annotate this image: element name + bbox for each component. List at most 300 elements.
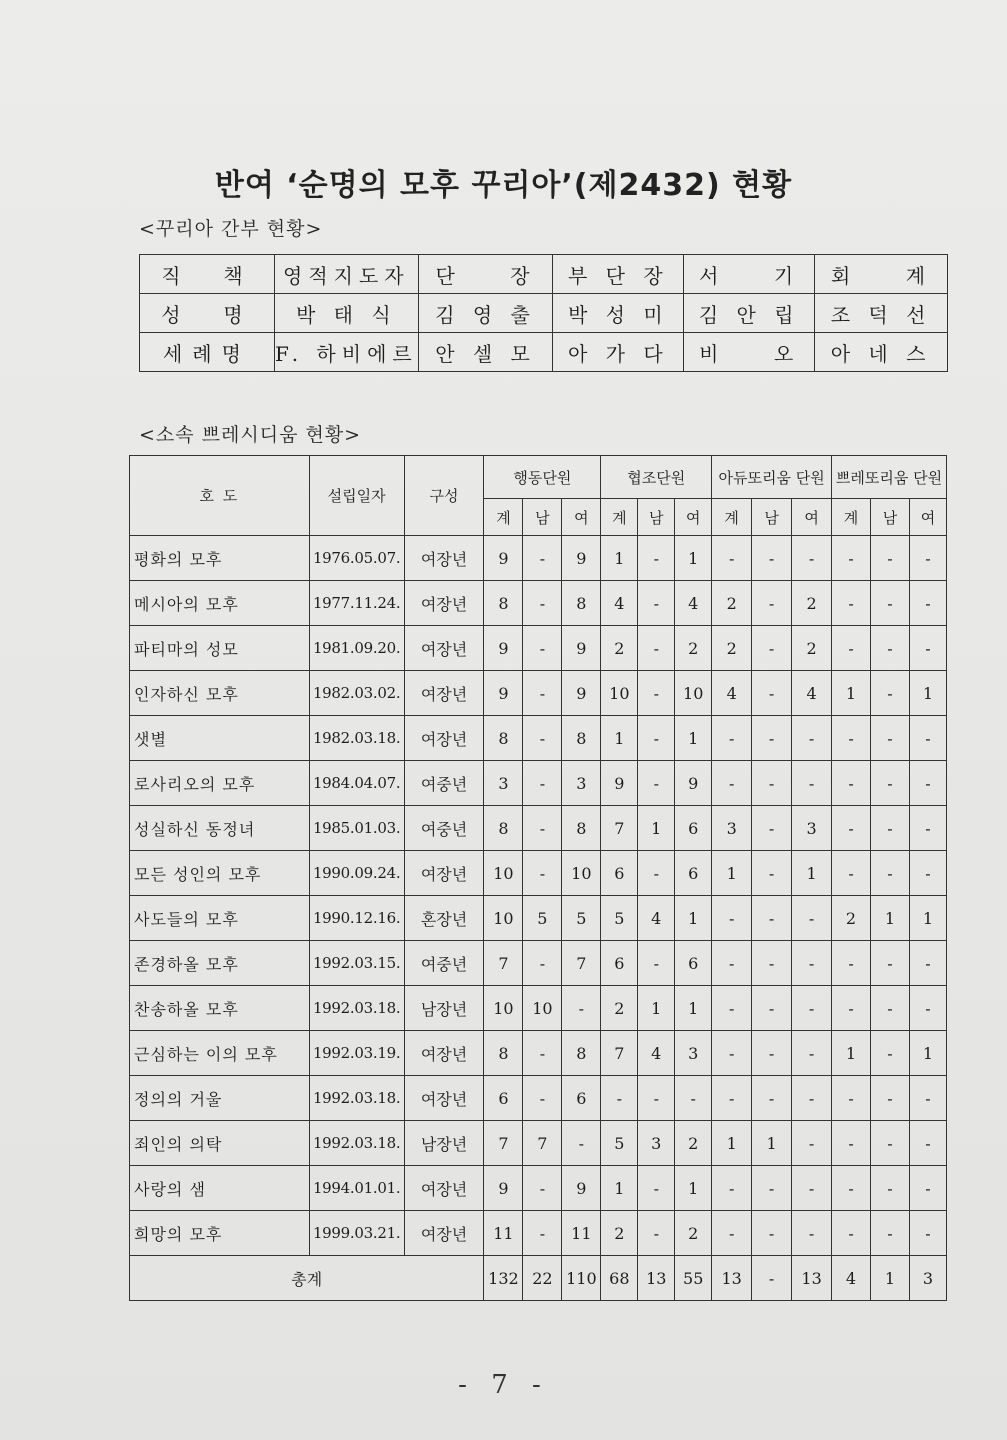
count-cell: - (523, 626, 562, 671)
count-cell: 9 (675, 761, 712, 806)
total-cell: 13 (792, 1256, 832, 1301)
count-cell: 9 (562, 671, 601, 716)
header-auxiliary: 협조단원 (601, 456, 712, 499)
count-cell: - (792, 1166, 832, 1211)
count-cell: - (523, 716, 562, 761)
count-cell: 8 (562, 1031, 601, 1076)
table-row (130, 536, 947, 581)
total-cell: 110 (562, 1256, 601, 1301)
count-cell: - (832, 716, 871, 761)
count-cell: 9 (484, 626, 523, 671)
count-cell: - (712, 941, 752, 986)
count-cell: 11 (484, 1211, 523, 1256)
count-cell: - (752, 761, 792, 806)
praesidium-name: 정의의 거울 (130, 1076, 310, 1121)
count-cell: 8 (484, 806, 523, 851)
count-cell: 7 (484, 1121, 523, 1166)
composition: 여장년 (404, 716, 484, 761)
count-cell: 3 (792, 806, 832, 851)
count-cell: 1 (675, 536, 712, 581)
count-cell: - (832, 806, 871, 851)
count-cell: 2 (675, 1211, 712, 1256)
table-row (130, 626, 947, 671)
count-cell: 6 (562, 1076, 601, 1121)
count-cell: - (523, 1076, 562, 1121)
count-cell: - (870, 1121, 909, 1166)
table-row (130, 806, 947, 851)
count-cell: - (909, 1076, 946, 1121)
count-cell: 1 (638, 986, 675, 1031)
officers-row (140, 294, 948, 333)
count-cell: 2 (675, 1121, 712, 1166)
count-cell: - (870, 581, 909, 626)
table-row (130, 1211, 947, 1256)
count-cell: 2 (712, 581, 752, 626)
founded-date: 1982.03.02. (309, 671, 404, 716)
count-cell: 2 (832, 896, 871, 941)
count-cell: - (752, 581, 792, 626)
founded-date: 1992.03.18. (309, 986, 404, 1031)
count-cell: - (638, 941, 675, 986)
founded-date: 1994.01.01. (309, 1166, 404, 1211)
count-cell: - (909, 806, 946, 851)
subheader-cell: 계 (484, 499, 523, 536)
count-cell: 2 (601, 1211, 638, 1256)
composition: 여장년 (404, 581, 484, 626)
count-cell: - (909, 986, 946, 1031)
officers-section-label: <꾸리아 간부 현황> (139, 218, 323, 240)
count-cell: - (712, 1166, 752, 1211)
praesidium-name: 파티마의 성모 (130, 626, 310, 671)
count-cell: 9 (562, 1166, 601, 1211)
count-cell: - (638, 671, 675, 716)
founded-date: 1990.09.24. (309, 851, 404, 896)
count-cell: - (712, 986, 752, 1031)
count-cell: 6 (675, 851, 712, 896)
total-cell: 1 (870, 1256, 909, 1301)
count-cell: - (870, 761, 909, 806)
count-cell: - (638, 1166, 675, 1211)
count-cell: 3 (675, 1031, 712, 1076)
count-cell: - (909, 941, 946, 986)
count-cell: - (638, 626, 675, 671)
subheader-cell: 여 (909, 499, 946, 536)
count-cell: - (870, 1211, 909, 1256)
count-cell: 8 (484, 581, 523, 626)
count-cell: 4 (638, 1031, 675, 1076)
officers-table (139, 254, 948, 372)
count-cell: - (870, 1166, 909, 1211)
count-cell: 8 (562, 716, 601, 761)
count-cell: - (638, 1076, 675, 1121)
count-cell: 1 (675, 1166, 712, 1211)
count-cell: 1 (909, 1031, 946, 1076)
praesidium-name: 희망의 모후 (130, 1211, 310, 1256)
count-cell: 2 (792, 626, 832, 671)
count-cell: - (523, 581, 562, 626)
header-founded: 설립일자 (309, 456, 404, 536)
count-cell: 1 (675, 716, 712, 761)
count-cell: - (870, 626, 909, 671)
count-cell: - (523, 761, 562, 806)
count-cell: - (909, 716, 946, 761)
count-cell: - (792, 1031, 832, 1076)
count-cell: 1 (909, 671, 946, 716)
composition: 여장년 (404, 851, 484, 896)
count-cell: - (792, 986, 832, 1031)
count-cell: 4 (712, 671, 752, 716)
count-cell: 2 (601, 986, 638, 1031)
count-cell: - (792, 1076, 832, 1121)
count-cell: 11 (562, 1211, 601, 1256)
composition: 여장년 (404, 1031, 484, 1076)
count-cell: - (752, 896, 792, 941)
total-cell: 13 (712, 1256, 752, 1301)
count-cell: 1 (601, 716, 638, 761)
count-cell: - (601, 1076, 638, 1121)
officers-row (140, 333, 948, 372)
count-cell: 10 (484, 896, 523, 941)
total-cell: 13 (638, 1256, 675, 1301)
count-cell: - (870, 941, 909, 986)
count-cell: 2 (792, 581, 832, 626)
count-cell: 4 (638, 896, 675, 941)
count-cell: 10 (484, 851, 523, 896)
founded-date: 1976.05.07. (309, 536, 404, 581)
founded-date: 1981.09.20. (309, 626, 404, 671)
count-cell: 7 (601, 806, 638, 851)
count-cell: 3 (638, 1121, 675, 1166)
total-label: 총계 (130, 1256, 484, 1301)
count-cell: 4 (601, 581, 638, 626)
count-cell: - (523, 941, 562, 986)
count-cell: - (523, 1166, 562, 1211)
count-cell: - (752, 1211, 792, 1256)
officers-row-label: 세례명 (140, 333, 275, 372)
total-cell: 3 (909, 1256, 946, 1301)
count-cell: - (832, 1166, 871, 1211)
count-cell: - (712, 536, 752, 581)
count-cell: - (909, 626, 946, 671)
subheader-cell: 남 (523, 499, 562, 536)
count-cell: 5 (601, 1121, 638, 1166)
count-cell: - (792, 941, 832, 986)
subheader-cell: 남 (870, 499, 909, 536)
count-cell: 5 (601, 896, 638, 941)
count-cell: 1 (712, 851, 752, 896)
praesidium-name: 성실하신 동정녀 (130, 806, 310, 851)
count-cell: - (675, 1076, 712, 1121)
count-cell: - (832, 1211, 871, 1256)
count-cell: 1 (792, 851, 832, 896)
total-cell: 68 (601, 1256, 638, 1301)
count-cell: 6 (675, 806, 712, 851)
count-cell: - (832, 986, 871, 1031)
count-cell: - (792, 536, 832, 581)
count-cell: - (638, 851, 675, 896)
count-cell: 6 (675, 941, 712, 986)
count-cell: 6 (601, 941, 638, 986)
officers-row-label: 성 명 (140, 294, 275, 333)
count-cell: 8 (562, 806, 601, 851)
table-row (130, 716, 947, 761)
count-cell: 4 (792, 671, 832, 716)
count-cell: - (832, 851, 871, 896)
officers-cell: 단 장 (418, 255, 553, 294)
count-cell: - (909, 1166, 946, 1211)
count-cell: 5 (562, 896, 601, 941)
document-title: 반여 ‘순명의 모후 꾸리아’(제2432) 현황 (214, 168, 793, 203)
total-row (130, 1256, 947, 1301)
count-cell: - (752, 1166, 792, 1211)
founded-date: 1992.03.19. (309, 1031, 404, 1076)
count-cell: 6 (484, 1076, 523, 1121)
count-cell: - (870, 716, 909, 761)
count-cell: 9 (484, 1166, 523, 1211)
count-cell: - (870, 671, 909, 716)
count-cell: - (752, 941, 792, 986)
count-cell: 8 (562, 581, 601, 626)
composition: 여장년 (404, 671, 484, 716)
founded-date: 1985.01.03. (309, 806, 404, 851)
praesidium-name: 샛별 (130, 716, 310, 761)
founded-date: 1999.03.21. (309, 1211, 404, 1256)
table-row (130, 941, 947, 986)
total-cell: 55 (675, 1256, 712, 1301)
officers-cell: 박 성 미 (553, 294, 684, 333)
count-cell: 1 (601, 536, 638, 581)
subheader-cell: 여 (792, 499, 832, 536)
count-cell: - (712, 1031, 752, 1076)
count-cell: - (832, 581, 871, 626)
composition: 혼장년 (404, 896, 484, 941)
count-cell: - (792, 1211, 832, 1256)
praesidium-table (129, 455, 947, 1301)
count-cell: 10 (601, 671, 638, 716)
composition: 남장년 (404, 1121, 484, 1166)
count-cell: - (792, 896, 832, 941)
count-cell: 9 (562, 626, 601, 671)
count-cell: 3 (484, 761, 523, 806)
composition: 여장년 (404, 536, 484, 581)
count-cell: 8 (484, 716, 523, 761)
composition: 여장년 (404, 1166, 484, 1211)
praesidium-name: 사도들의 모후 (130, 896, 310, 941)
count-cell: 7 (523, 1121, 562, 1166)
count-cell: 2 (712, 626, 752, 671)
officers-cell: 김 영 출 (418, 294, 553, 333)
count-cell: - (752, 536, 792, 581)
count-cell: - (909, 1121, 946, 1166)
praesidium-name: 메시아의 모후 (130, 581, 310, 626)
count-cell: 1 (675, 986, 712, 1031)
count-cell: - (752, 986, 792, 1031)
count-cell: - (638, 716, 675, 761)
count-cell: 1 (675, 896, 712, 941)
table-row (130, 761, 947, 806)
founded-date: 1990.12.16. (309, 896, 404, 941)
founded-date: 1982.03.18. (309, 716, 404, 761)
composition: 남장년 (404, 986, 484, 1031)
subheader-cell: 여 (675, 499, 712, 536)
count-cell: - (562, 986, 601, 1031)
composition: 여중년 (404, 761, 484, 806)
count-cell: - (832, 536, 871, 581)
subheader-cell: 남 (752, 499, 792, 536)
count-cell: 7 (562, 941, 601, 986)
officers-cell: F. 하비에르 (274, 333, 418, 372)
founded-date: 1977.11.24. (309, 581, 404, 626)
table-row (130, 1076, 947, 1121)
count-cell: - (832, 1121, 871, 1166)
count-cell: - (638, 1211, 675, 1256)
header-adjutorian: 아듀또리움 단원 (712, 456, 832, 499)
officers-cell: 비 오 (684, 333, 815, 372)
count-cell: 8 (484, 1031, 523, 1076)
header-active: 행동단원 (484, 456, 601, 499)
total-cell: 132 (484, 1256, 523, 1301)
count-cell: - (909, 536, 946, 581)
count-cell: 5 (523, 896, 562, 941)
count-cell: 6 (601, 851, 638, 896)
count-cell: 1 (909, 896, 946, 941)
subheader-cell: 계 (712, 499, 752, 536)
count-cell: - (792, 716, 832, 761)
composition: 여장년 (404, 1211, 484, 1256)
count-cell: - (638, 581, 675, 626)
praesidium-name: 인자하신 모후 (130, 671, 310, 716)
count-cell: - (752, 626, 792, 671)
count-cell: 2 (601, 626, 638, 671)
officers-cell: 안 셀 모 (418, 333, 553, 372)
page-number: - 7 - (458, 1370, 549, 1400)
officers-cell: 아 가 다 (553, 333, 684, 372)
table-row (130, 1166, 947, 1211)
count-cell: - (638, 536, 675, 581)
count-cell: 1 (601, 1166, 638, 1211)
count-cell: - (752, 806, 792, 851)
table-row (130, 986, 947, 1031)
founded-date: 1992.03.15. (309, 941, 404, 986)
count-cell: - (523, 536, 562, 581)
praesidium-name: 사랑의 샘 (130, 1166, 310, 1211)
praesidium-name: 평화의 모후 (130, 536, 310, 581)
count-cell: 9 (601, 761, 638, 806)
count-cell: 9 (484, 536, 523, 581)
count-cell: 9 (562, 536, 601, 581)
table-row (130, 581, 947, 626)
count-cell: - (832, 941, 871, 986)
subheader-cell: 계 (832, 499, 871, 536)
count-cell: - (523, 851, 562, 896)
praesidium-name: 존경하올 모후 (130, 941, 310, 986)
count-cell: - (523, 671, 562, 716)
count-cell: 3 (712, 806, 752, 851)
count-cell: - (712, 1076, 752, 1121)
count-cell: - (752, 1031, 792, 1076)
header-praetorian: 쁘레또리움 단원 (832, 456, 947, 499)
count-cell: - (792, 1121, 832, 1166)
count-cell: - (832, 761, 871, 806)
count-cell: 7 (484, 941, 523, 986)
count-cell: - (752, 671, 792, 716)
count-cell: - (909, 1211, 946, 1256)
count-cell: 7 (601, 1031, 638, 1076)
count-cell: - (870, 536, 909, 581)
praesidium-name: 모든 성인의 모후 (130, 851, 310, 896)
count-cell: 1 (832, 671, 871, 716)
praesidium-name: 로사리오의 모후 (130, 761, 310, 806)
count-cell: 4 (675, 581, 712, 626)
officers-row-label: 직 책 (140, 255, 275, 294)
count-cell: - (562, 1121, 601, 1166)
count-cell: - (909, 851, 946, 896)
composition: 여중년 (404, 941, 484, 986)
officers-cell: 회 계 (815, 255, 948, 294)
count-cell: 10 (484, 986, 523, 1031)
table-row (130, 851, 947, 896)
officers-cell: 아 네 스 (815, 333, 948, 372)
count-cell: - (870, 806, 909, 851)
table-row (130, 896, 947, 941)
composition: 여장년 (404, 626, 484, 671)
composition: 여중년 (404, 806, 484, 851)
officers-cell: 조 덕 선 (815, 294, 948, 333)
count-cell: - (792, 761, 832, 806)
officers-cell: 김 안 립 (684, 294, 815, 333)
table-row (130, 1121, 947, 1166)
count-cell: 2 (675, 626, 712, 671)
count-cell: - (712, 716, 752, 761)
officers-cell: 영적지도자 (274, 255, 418, 294)
officers-cell: 박 태 식 (274, 294, 418, 333)
composition: 여장년 (404, 1076, 484, 1121)
praesidium-name: 죄인의 의탁 (130, 1121, 310, 1166)
count-cell: - (712, 1211, 752, 1256)
table-row (130, 1031, 947, 1076)
count-cell: - (870, 986, 909, 1031)
count-cell: - (909, 761, 946, 806)
founded-date: 1984.04.07. (309, 761, 404, 806)
praesidium-name: 근심하는 이의 모후 (130, 1031, 310, 1076)
count-cell: 10 (675, 671, 712, 716)
praesidium-name: 찬송하올 모후 (130, 986, 310, 1031)
count-cell: - (870, 851, 909, 896)
header-name: 호 도 (130, 456, 310, 536)
count-cell: - (638, 761, 675, 806)
count-cell: - (712, 896, 752, 941)
groups-section-label: <소속 쁘레시디움 현황> (139, 424, 362, 446)
count-cell: - (712, 761, 752, 806)
count-cell: - (523, 1031, 562, 1076)
subheader-cell: 남 (638, 499, 675, 536)
count-cell: 9 (484, 671, 523, 716)
subheader-cell: 여 (562, 499, 601, 536)
table-row (130, 671, 947, 716)
count-cell: - (523, 1211, 562, 1256)
count-cell: 1 (870, 896, 909, 941)
count-cell: 1 (712, 1121, 752, 1166)
founded-date: 1992.03.18. (309, 1076, 404, 1121)
total-cell: 4 (832, 1256, 871, 1301)
count-cell: - (752, 1076, 792, 1121)
count-cell: - (870, 1076, 909, 1121)
count-cell: 3 (562, 761, 601, 806)
total-cell: 22 (523, 1256, 562, 1301)
count-cell: - (909, 581, 946, 626)
header-composition: 구성 (404, 456, 484, 536)
count-cell: 10 (523, 986, 562, 1031)
